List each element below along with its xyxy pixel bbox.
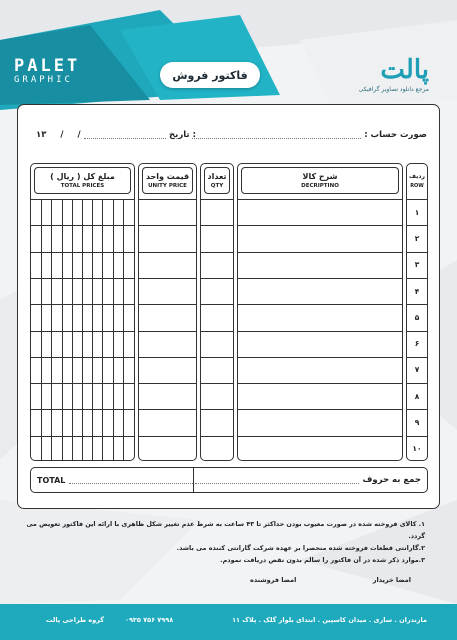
date-label: تاریخ : bbox=[169, 130, 196, 140]
row-divider bbox=[238, 304, 402, 305]
row-divider bbox=[407, 436, 427, 437]
date-field[interactable] bbox=[36, 127, 196, 143]
row-divider bbox=[238, 436, 402, 437]
description-header: شرح کالا DECRIPTINO bbox=[241, 167, 399, 194]
row-number: ۳ bbox=[414, 260, 420, 270]
row-divider bbox=[238, 357, 402, 358]
row-divider bbox=[139, 278, 196, 279]
row-divider bbox=[238, 409, 402, 410]
note-2: ۲.گارانتی قطعات فروخته شده منحصرا بر عهده شرکت گارانتی کننده می باشد. bbox=[176, 544, 425, 552]
digit-divider bbox=[82, 199, 83, 460]
digit-divider bbox=[113, 199, 114, 460]
row-number: ۹ bbox=[414, 418, 420, 428]
row-column bbox=[406, 163, 428, 461]
quantity-column bbox=[200, 163, 234, 461]
total-price-column bbox=[30, 163, 135, 461]
total-line[interactable] bbox=[69, 476, 193, 484]
row-divider bbox=[139, 252, 196, 253]
digit-divider bbox=[41, 199, 42, 460]
date-parts bbox=[36, 130, 81, 140]
row-divider bbox=[139, 383, 196, 384]
row-divider bbox=[139, 331, 196, 332]
account-label: صورت حساب : bbox=[364, 130, 427, 140]
digit-divider bbox=[92, 199, 93, 460]
date-line[interactable] bbox=[84, 131, 166, 139]
row-divider bbox=[238, 225, 402, 226]
footer-bar bbox=[0, 604, 457, 640]
row-divider bbox=[201, 225, 233, 226]
quantity-cells[interactable] bbox=[201, 199, 233, 460]
digit-divider bbox=[102, 199, 103, 460]
brand-logo bbox=[309, 55, 429, 101]
row-divider bbox=[201, 357, 233, 358]
row-number: ۶ bbox=[414, 339, 420, 349]
logo-line1: PALET bbox=[14, 56, 81, 76]
digit-divider bbox=[123, 199, 124, 460]
amount-in-words-label: جمع به حروف bbox=[362, 475, 421, 485]
brand-tagline: مرجع دانلود تصاویر گرافیکی bbox=[358, 86, 429, 93]
description-cells[interactable] bbox=[238, 199, 402, 460]
totals-divider bbox=[193, 468, 194, 492]
row-divider bbox=[407, 278, 427, 279]
row-divider bbox=[139, 409, 196, 410]
unit-price-header: قیمت واحد UNITY PRICE bbox=[142, 167, 193, 194]
date-year: ۱۳ bbox=[36, 130, 47, 140]
row-divider bbox=[201, 304, 233, 305]
row-divider bbox=[139, 436, 196, 437]
buyer-signature[interactable]: امضا خریدار bbox=[372, 576, 411, 584]
terms-notes bbox=[25, 518, 425, 566]
row-number: ۲ bbox=[414, 233, 420, 243]
row-divider bbox=[238, 278, 402, 279]
row-header bbox=[407, 164, 427, 199]
account-field[interactable] bbox=[189, 127, 427, 143]
logo-line2: GRAPHIC bbox=[14, 75, 73, 85]
footer-phone: ۰۹۳۵ ۷۵۶ ۷۹۹۸ bbox=[125, 616, 174, 624]
row-divider bbox=[201, 252, 233, 253]
row-divider bbox=[407, 304, 427, 305]
row-divider bbox=[238, 331, 402, 332]
totals-row bbox=[30, 467, 428, 493]
row-divider bbox=[201, 278, 233, 279]
digit-divider bbox=[51, 199, 52, 460]
total-field[interactable] bbox=[31, 468, 193, 492]
row-number: ۷ bbox=[414, 365, 420, 375]
row-divider bbox=[407, 331, 427, 332]
brand-mark: پالت bbox=[380, 55, 429, 85]
seller-signature[interactable]: امضا فروشنده bbox=[250, 576, 297, 584]
footer-address: مازندران . ساری . میدان کاسپین . ابتدای بلوار گلک . پلاک ۱۱ bbox=[232, 616, 427, 624]
row-divider bbox=[201, 436, 233, 437]
row-divider bbox=[407, 252, 427, 253]
row-divider bbox=[201, 331, 233, 332]
invoice-card bbox=[17, 104, 440, 509]
row-numbers bbox=[407, 199, 427, 460]
row-divider bbox=[201, 409, 233, 410]
total-price-cells[interactable] bbox=[31, 199, 134, 460]
row-divider bbox=[407, 383, 427, 384]
row-divider bbox=[407, 225, 427, 226]
digit-divider bbox=[62, 199, 63, 460]
row-divider bbox=[407, 409, 427, 410]
invoice-title: فاکتور فروش bbox=[160, 62, 260, 88]
note-3: ۳.موارد ذکر شده در آن فاکتور را سالم بدون نقص دریافت نمودم. bbox=[220, 556, 425, 564]
unit-price-cells[interactable] bbox=[139, 199, 196, 460]
date-sep-2: / bbox=[77, 130, 81, 140]
amount-in-words[interactable] bbox=[191, 468, 427, 492]
row-number: ۱۰ bbox=[412, 444, 422, 454]
row-number: ۵ bbox=[414, 312, 420, 322]
row-divider bbox=[139, 225, 196, 226]
description-column bbox=[237, 163, 403, 461]
row-divider bbox=[201, 383, 233, 384]
row-number: ۸ bbox=[414, 391, 420, 401]
quantity-header: تعداد QTY bbox=[204, 167, 230, 194]
unit-price-column bbox=[138, 163, 197, 461]
row-number: ۱ bbox=[414, 207, 420, 217]
row-divider bbox=[238, 383, 402, 384]
total-label: TOTAL bbox=[37, 475, 66, 485]
row-divider bbox=[139, 357, 196, 358]
row-divider bbox=[139, 304, 196, 305]
amount-in-words-line[interactable] bbox=[195, 476, 359, 484]
footer-group: گروه طراحی پالت bbox=[46, 616, 105, 624]
total-price-header: مبلغ کل ( ریال ) TOTAL PRICES bbox=[34, 167, 131, 194]
palet-logo bbox=[14, 57, 114, 86]
note-1: ۱. کالای فروخته شده در صورت معیوب بودن حداکثر تا ۴۳ ساعت به شرط عدم تغییر شکل ظاهری با ارائه این فاکتور تعویض می گردد. bbox=[26, 520, 425, 540]
digit-divider bbox=[72, 199, 73, 460]
account-line[interactable] bbox=[192, 131, 361, 139]
row-divider bbox=[407, 357, 427, 358]
date-sep-1: / bbox=[60, 130, 64, 140]
row-header-label: ردیف ROW bbox=[409, 172, 425, 189]
row-number: ۴ bbox=[414, 286, 420, 296]
row-divider bbox=[238, 252, 402, 253]
